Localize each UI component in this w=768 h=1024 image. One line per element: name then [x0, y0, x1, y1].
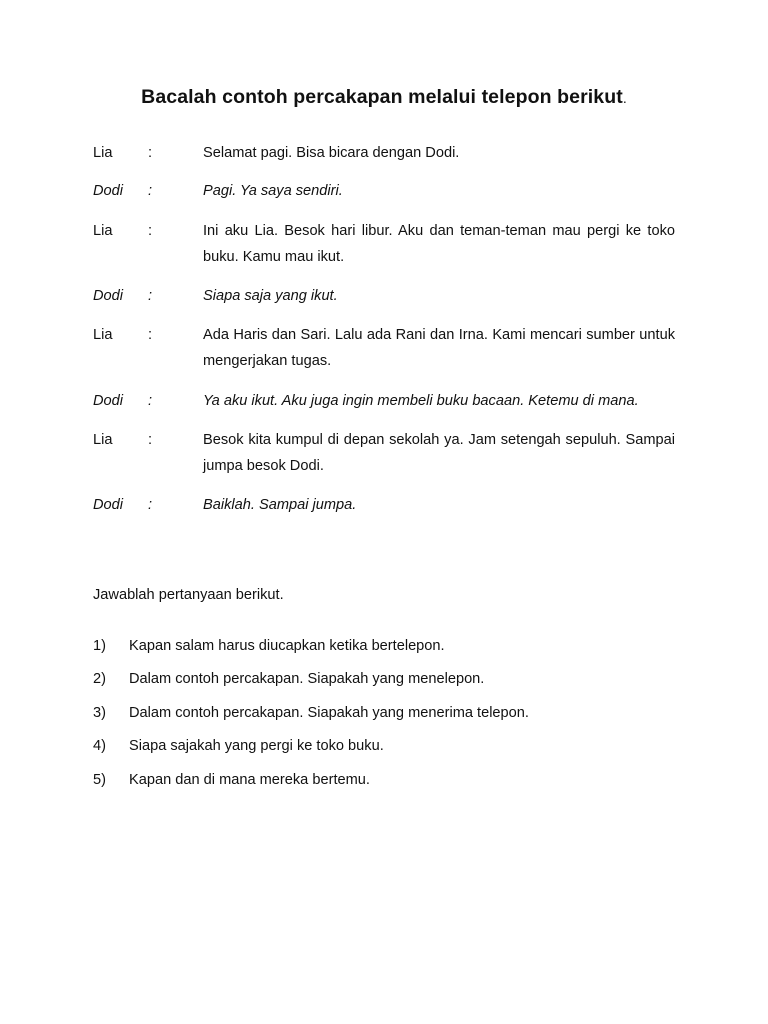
speaker-name: Lia	[93, 432, 113, 448]
speaker-colon: :	[148, 432, 153, 448]
dialog-text: Selamat pagi. Bisa bicara dengan Dodi.	[203, 145, 460, 161]
question-number: 2)	[93, 671, 106, 687]
dialog-text: Baiklah. Sampai jumpa.	[203, 497, 357, 513]
speaker-name: Dodi	[93, 497, 124, 513]
speaker-name: Lia	[93, 145, 113, 161]
question-text: Siapa sajakah yang pergi ke toko buku.	[129, 738, 384, 754]
speaker-colon: :	[148, 288, 153, 304]
question-number: 3)	[93, 705, 106, 721]
dialog-text: Siapa saja yang ikut.	[203, 288, 338, 304]
page-title-text: Bacalah contoh percakapan melalui telepon berikut	[141, 86, 623, 108]
speaker-colon: :	[148, 183, 153, 199]
question-text: Dalam contoh percakapan. Siapakah yang menerima telepon.	[129, 705, 529, 721]
dialog-text: Besok kita kumpul di depan sekolah ya. Jam setengah sepuluh. Sampai jumpa besok Dodi.	[203, 432, 675, 474]
page-title	[0, 86, 768, 109]
speaker-name: Dodi	[93, 288, 124, 304]
question-number: 5)	[93, 772, 106, 788]
speaker-colon: :	[148, 327, 153, 343]
speaker-name: Lia	[93, 223, 113, 239]
speaker-colon: :	[148, 393, 153, 409]
question-text: Kapan salam harus diucapkan ketika bertelepon.	[129, 638, 445, 654]
dialog-text: Ini aku Lia. Besok hari libur. Aku dan teman-teman mau pergi ke toko buku. Kamu mau ikut.	[203, 223, 675, 265]
speaker-name: Dodi	[93, 183, 124, 199]
question-number: 4)	[93, 738, 106, 754]
page-title-period: .	[622, 90, 627, 106]
dialog-text: Pagi. Ya saya sendiri.	[203, 183, 343, 199]
dialog-text: Ada Haris dan Sari. Lalu ada Rani dan Irna. Kami mencari sumber untuk mengerjakan tugas.	[203, 327, 675, 369]
speaker-colon: :	[148, 145, 153, 161]
question-number: 1)	[93, 638, 106, 654]
dialog-text: Ya aku ikut. Aku juga ingin membeli buku bacaan. Ketemu di mana.	[203, 393, 639, 409]
speaker-colon: :	[148, 497, 153, 513]
speaker-colon: :	[148, 223, 153, 239]
question-text: Kapan dan di mana mereka bertemu.	[129, 772, 370, 788]
question-text: Dalam contoh percakapan. Siapakah yang menelepon.	[129, 671, 485, 687]
speaker-name: Lia	[93, 327, 113, 343]
speaker-name: Dodi	[93, 393, 124, 409]
instruction-text: Jawablah pertanyaan berikut.	[93, 587, 284, 603]
